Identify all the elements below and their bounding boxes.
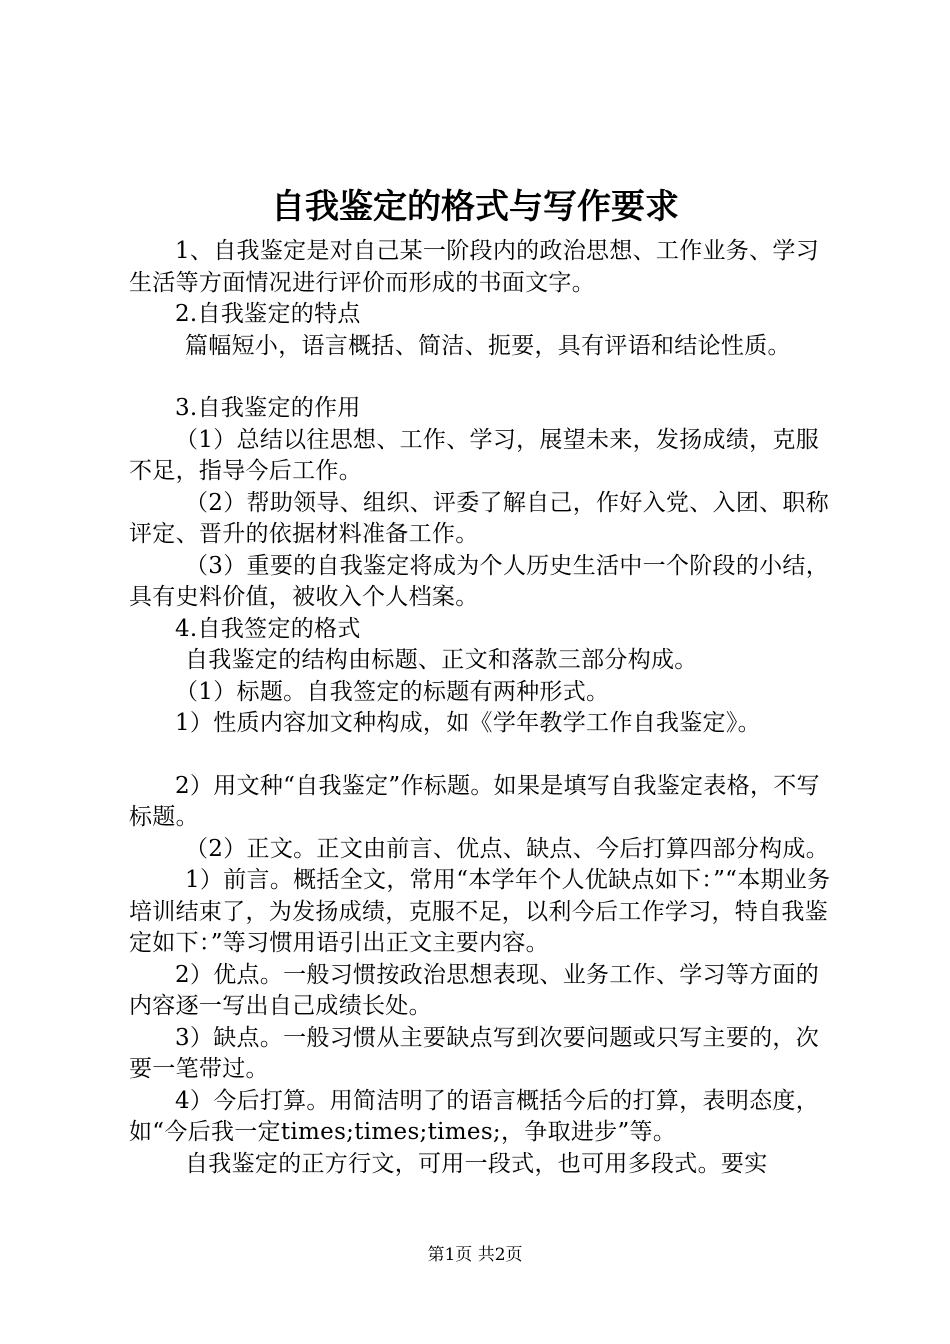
paragraph: 篇幅短小，语言概括、简洁、扼要，具有评语和结论性质。 <box>185 332 791 359</box>
paragraph: 自我鉴定的结构由标题、正文和落款三部分构成。 <box>185 647 698 673</box>
document-title: 自我鉴定的格式与写作要求 <box>271 187 679 227</box>
paragraph: （1）总结以往思想、工作、学习，展望未来，发扬成绩，克服不足，指导今后工作。 <box>129 426 820 484</box>
paragraph: 1、自我鉴定是对自己某一阶段内的政治思想、工作业务、学习生活等方面情况进行评价而形成的书面文字。 <box>129 238 820 296</box>
paragraph: 1）前言。概括全文，常用“本学年个人优缺点如下：”“本期业务培训结束了，为发扬成绩，克服不足，以利今后工作学习，特自我鉴定如下：”等习惯用语引出正文主要内容。 <box>129 867 831 956</box>
paragraph: 3）缺点。一般习惯从主要缺点写到次要问题或只写主要的，次要一笔带过。 <box>129 1024 820 1082</box>
paragraph: 2）用文种“自我鉴定”作标题。如果是填写自我鉴定表格，不写标题。 <box>129 772 820 830</box>
paragraph: （3）重要的自我鉴定将成为个人历史生活中一个阶段的小结，具有史料价值，被收入个人档案。 <box>129 552 830 610</box>
paragraph: 4.自我签定的格式 <box>175 615 361 642</box>
paragraph: （1）标题。自我签定的标题有两种形式。 <box>175 678 610 705</box>
paragraph: 1）性质内容加文种构成，如《学年教学工作自我鉴定》。 <box>175 710 761 736</box>
paragraph: 2.自我鉴定的特点 <box>175 301 361 327</box>
paragraph: 自我鉴定的正方行文，可用一段式，也可用多段式。要实 <box>185 1150 768 1177</box>
paragraph: （2）正文。正文由前言、优点、缺点、今后打算四部分构成。 <box>185 835 830 862</box>
paragraph: （2）帮助领导、组织、评委了解自己，作好入党、入团、职称评定、晋升的依据材料准备工作。 <box>129 489 830 547</box>
paragraph: 3.自我鉴定的作用 <box>175 395 361 421</box>
document-body <box>129 236 834 1180</box>
paragraph: 2）优点。一般习惯按政治思想表现、业务工作、学习等方面的内容逐一写出自己成绩长处。 <box>129 961 820 1019</box>
paragraph: 4）今后打算。用简洁明了的语言概括今后的打算，表明态度，如“今后我一定times;times;times;，争取进步”等。 <box>129 1087 820 1145</box>
page-footer: 第1页 共2页 <box>427 1245 523 1265</box>
